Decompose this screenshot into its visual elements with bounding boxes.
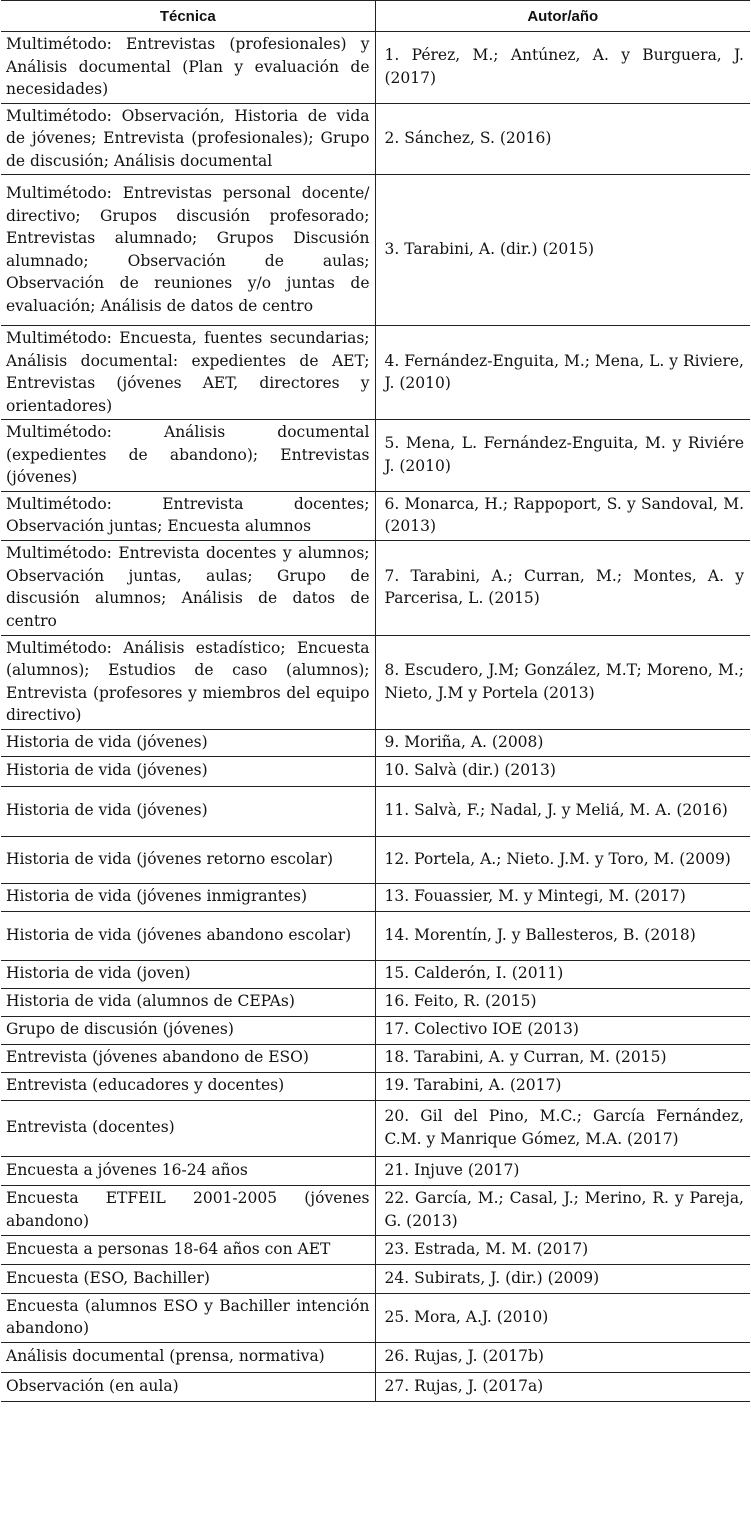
table-row <box>1 635 750 729</box>
table-header-row <box>1 1 750 32</box>
cell-autor: 12. Portela, A.; Nieto. J.M. y Toro, M. (2009) <box>375 836 750 883</box>
cell-tecnica: Historia de vida (jóvenes) <box>1 729 375 756</box>
cell-tecnica: Observación (en aula) <box>1 1372 375 1401</box>
cell-tecnica: Historia de vida (joven) <box>1 960 375 988</box>
cell-tecnica: Multimétodo: Entrevistas personal docente/ directivo; Grupos discusión profesorado; Entrevistas alumnado; Grupos Discusión alumnado; Observación de aulas; Observación de reuniones y/o juntas de evaluación; Análisis de datos de centro <box>1 175 375 326</box>
table-row <box>1 420 750 492</box>
table-row <box>1 1044 750 1072</box>
cell-autor: 8. Escudero, J.M; González, M.T; Moreno, M.; Nieto, J.M y Portela (2013) <box>375 635 750 729</box>
cell-tecnica: Historia de vida (jóvenes inmigrantes) <box>1 883 375 911</box>
cell-autor: 2. Sánchez, S. (2016) <box>375 103 750 175</box>
table-row <box>1 1372 750 1401</box>
cell-autor: 24. Subirats, J. (dir.) (2009) <box>375 1264 750 1293</box>
cell-autor: 9. Moriña, A. (2008) <box>375 729 750 756</box>
header-autor: Autor/año <box>375 1 750 32</box>
cell-tecnica: Entrevista (docentes) <box>1 1100 375 1156</box>
techniques-table <box>1 0 750 1402</box>
cell-autor: 23. Estrada, M. M. (2017) <box>375 1235 750 1264</box>
cell-autor: 15. Calderón, I. (2011) <box>375 960 750 988</box>
cell-autor: 20. Gil del Pino, M.C.; García Fernández, C.M. y Manrique Gómez, M.A. (2017) <box>375 1100 750 1156</box>
cell-tecnica: Multimétodo: Entrevistas (profesionales) y Análisis documental (Plan y evaluación de necesidades) <box>1 32 375 104</box>
cell-autor: 27. Rujas, J. (2017a) <box>375 1372 750 1401</box>
table-row <box>1 1016 750 1044</box>
table-row <box>1 103 750 175</box>
cell-tecnica: Historia de vida (alumnos de CEPAs) <box>1 988 375 1016</box>
header-tecnica: Técnica <box>1 1 375 32</box>
cell-tecnica: Entrevista (jóvenes abandono de ESO) <box>1 1044 375 1072</box>
table-row <box>1 1342 750 1372</box>
table-row <box>1 960 750 988</box>
cell-autor: 22. García, M.; Casal, J.; Merino, R. y Pareja, G. (2013) <box>375 1185 750 1235</box>
cell-autor: 6. Monarca, H.; Rappoport, S. y Sandoval, M. (2013) <box>375 491 750 540</box>
cell-tecnica: Multimétodo: Entrevista docentes y alumnos; Observación juntas, aulas; Grupo de discusión alumnos; Análisis de datos de centro <box>1 540 375 635</box>
table-row <box>1 32 750 104</box>
table-row <box>1 836 750 883</box>
cell-autor: 21. Injuve (2017) <box>375 1156 750 1185</box>
cell-autor: 26. Rujas, J. (2017b) <box>375 1342 750 1372</box>
table-row <box>1 540 750 635</box>
cell-autor: 5. Mena, L. Fernández-Enguita, M. y Riviére J. (2010) <box>375 420 750 492</box>
cell-autor: 14. Morentín, J. y Ballesteros, B. (2018) <box>375 911 750 960</box>
cell-autor: 3. Tarabini, A. (dir.) (2015) <box>375 175 750 326</box>
table-row <box>1 326 750 420</box>
cell-tecnica: Historia de vida (jóvenes) <box>1 756 375 786</box>
cell-tecnica: Multimétodo: Análisis documental (expedientes de abandono); Entrevistas (jóvenes) <box>1 420 375 492</box>
table-row <box>1 1156 750 1185</box>
cell-tecnica: Entrevista (educadores y docentes) <box>1 1072 375 1100</box>
table-row <box>1 1293 750 1342</box>
cell-tecnica: Encuesta ETFEIL 2001-2005 (jóvenes abandono) <box>1 1185 375 1235</box>
cell-autor: 25. Mora, A.J. (2010) <box>375 1293 750 1342</box>
cell-autor: 10. Salvà (dir.) (2013) <box>375 756 750 786</box>
table-row <box>1 911 750 960</box>
table-row <box>1 1185 750 1235</box>
cell-autor: 19. Tarabini, A. (2017) <box>375 1072 750 1100</box>
table-row <box>1 1072 750 1100</box>
table-row <box>1 175 750 326</box>
cell-tecnica: Grupo de discusión (jóvenes) <box>1 1016 375 1044</box>
cell-tecnica: Encuesta (ESO, Bachiller) <box>1 1264 375 1293</box>
cell-autor: 13. Fouassier, M. y Mintegi, M. (2017) <box>375 883 750 911</box>
cell-tecnica: Multimétodo: Entrevista docentes; Observación juntas; Encuesta alumnos <box>1 491 375 540</box>
table-row <box>1 786 750 836</box>
cell-tecnica: Multimétodo: Análisis estadístico; Encuesta (alumnos); Estudios de caso (alumnos); Entrevista (profesores y miembros del equipo directivo) <box>1 635 375 729</box>
table-row <box>1 491 750 540</box>
table-row <box>1 756 750 786</box>
table-row <box>1 1264 750 1293</box>
cell-tecnica: Multimétodo: Observación, Historia de vida de jóvenes; Entrevista (profesionales); Grupo de discusión; Análisis documental <box>1 103 375 175</box>
cell-tecnica: Análisis documental (prensa, normativa) <box>1 1342 375 1372</box>
table-row <box>1 883 750 911</box>
table-row <box>1 729 750 756</box>
cell-tecnica: Encuesta a jóvenes 16-24 años <box>1 1156 375 1185</box>
cell-autor: 4. Fernández-Enguita, M.; Mena, L. y Riviere, J. (2010) <box>375 326 750 420</box>
cell-tecnica: Multimétodo: Encuesta, fuentes secundarias; Análisis documental: expedientes de AET; Entrevistas (jóvenes AET, directores y orientadores) <box>1 326 375 420</box>
cell-autor: 11. Salvà, F.; Nadal, J. y Meliá, M. A. (2016) <box>375 786 750 836</box>
cell-autor: 1. Pérez, M.; Antúnez, A. y Burguera, J. (2017) <box>375 32 750 104</box>
cell-tecnica: Encuesta (alumnos ESO y Bachiller intención abandono) <box>1 1293 375 1342</box>
table-row <box>1 988 750 1016</box>
cell-autor: 7. Tarabini, A.; Curran, M.; Montes, A. y Parcerisa, L. (2015) <box>375 540 750 635</box>
table-row <box>1 1235 750 1264</box>
cell-tecnica: Historia de vida (jóvenes) <box>1 786 375 836</box>
cell-tecnica: Historia de vida (jóvenes retorno escolar) <box>1 836 375 883</box>
table-row <box>1 1100 750 1156</box>
cell-tecnica: Historia de vida (jóvenes abandono escolar) <box>1 911 375 960</box>
cell-autor: 16. Feito, R. (2015) <box>375 988 750 1016</box>
cell-autor: 18. Tarabini, A. y Curran, M. (2015) <box>375 1044 750 1072</box>
cell-tecnica: Encuesta a personas 18-64 años con AET <box>1 1235 375 1264</box>
cell-autor: 17. Colectivo IOE (2013) <box>375 1016 750 1044</box>
